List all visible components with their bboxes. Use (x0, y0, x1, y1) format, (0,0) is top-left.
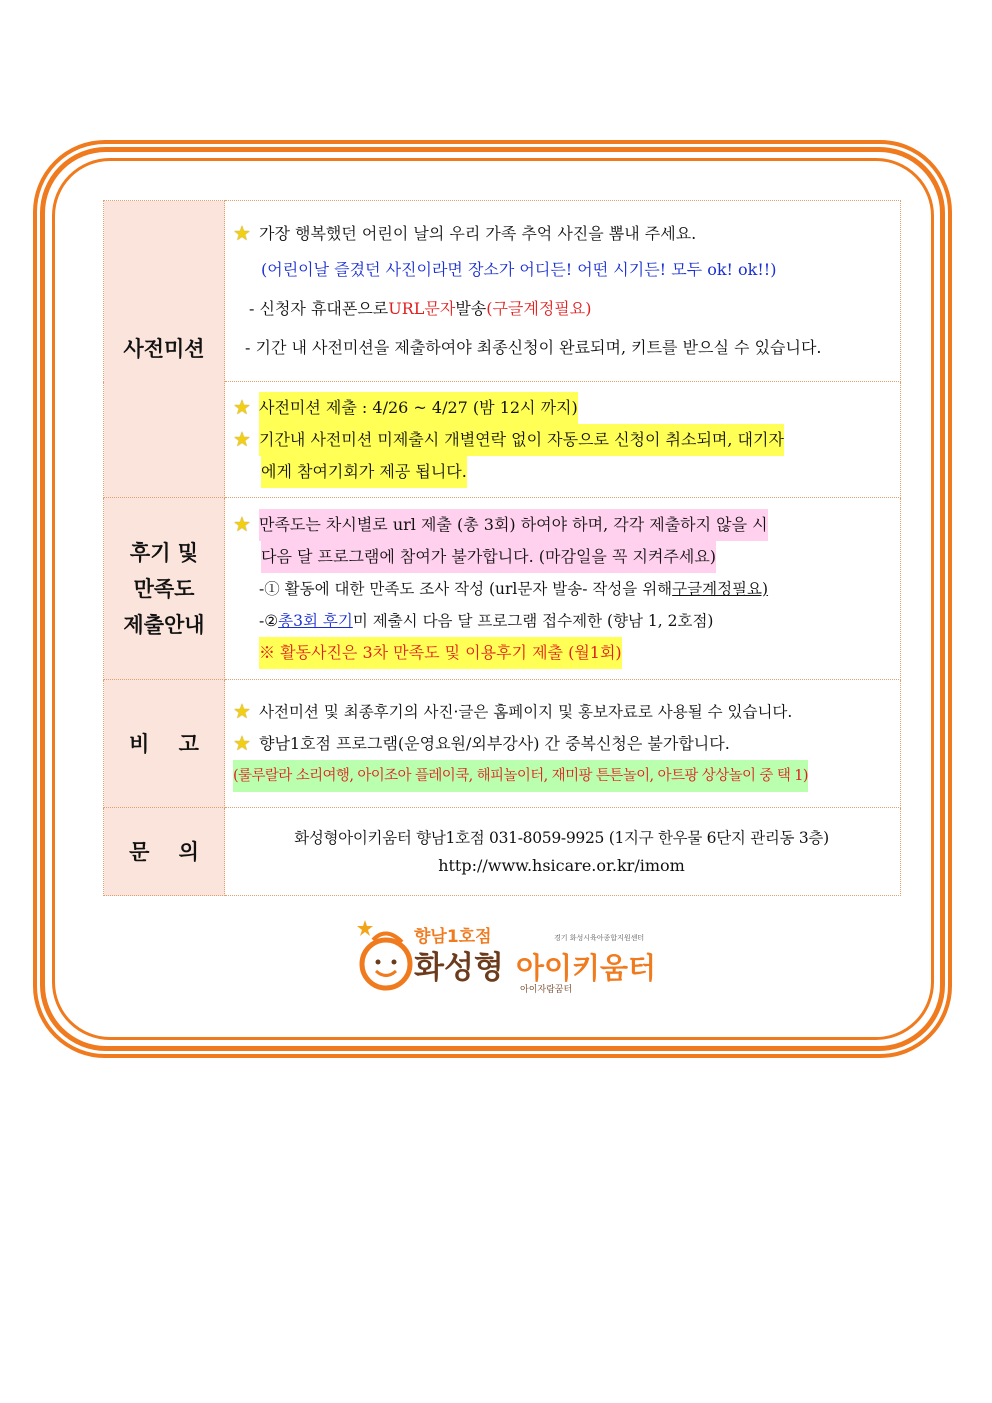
inquiry-content (225, 808, 901, 896)
info-table (103, 200, 901, 896)
list-item: - 기간 내 사전미션을 제출하여야 최종신청이 완료되며, 키트를 받으실 수 있습니다. (245, 338, 822, 357)
star-icon: ★ (233, 730, 251, 755)
hwaseong-ikiumteo-logo (356, 918, 686, 1000)
list-item: (룰루랄라 소리여행, 아이조아 플레이쿡, 해피놀이터, 재미팡 튼튼놀이, 아트팡 상상놀이 중 택 1) (233, 760, 890, 792)
list-item: ※ 활동사진은 3차 만족도 및 이용후기 제출 (월1회) (233, 637, 890, 669)
logo-tagline: 아이자람꿈터 (520, 985, 573, 995)
logo-star-icon (357, 920, 373, 936)
inquiry-header: 문 의 (104, 808, 225, 896)
star-icon: ★ (233, 698, 251, 723)
pre-mission-deadline-content (225, 382, 901, 498)
list-item: -② 총3회 후기 미 제출시 다음 달 프로그램 접수제한 (향남 1, 2호점) (259, 611, 714, 630)
website-link[interactable]: http://www.hsicare.or.kr/imom (438, 855, 685, 875)
logo-org-text: 경기 화성시육아종합지원센터 (554, 934, 645, 942)
inquiry-row (104, 808, 901, 896)
list-item: ★ 만족도는 차시별로 url 제출 (총 3회) 하여야 하며, 각각 제출하지 않을 시 (233, 509, 890, 541)
review-header: 후기 및 만족도 제출안내 (104, 498, 225, 680)
star-icon: ★ (233, 426, 251, 451)
list-item: ★ 향남1호점 프로그램(운영요원/외부강사) 간 중복신청은 불가합니다. (233, 728, 890, 760)
list-item: ★ 기간내 사전미션 미제출시 개별연락 없이 자동으로 신청이 취소되며, 대기자 (233, 424, 890, 456)
list-item: - 신청자 휴대폰으로 URL문자 발송 (구글계정필요) (249, 299, 592, 318)
list-item: 다음 달 프로그램에 참여가 불가합니다. (마감일을 꼭 지켜주세요) (233, 541, 890, 573)
star-icon: ★ (233, 394, 251, 419)
star-icon: ★ (233, 511, 251, 536)
contact-line: 화성형아이키움터 향남1호점 031-8059-9925 (1지구 한우물 6단지 관리동 3층) (294, 828, 829, 847)
list-item: (어린이날 즐겼던 사진이라면 장소가 어디든! 어떤 시기든! 모두 ok! ok!!) (261, 260, 777, 279)
remarks-row (104, 680, 901, 808)
remarks-header: 비 고 (104, 680, 225, 808)
review-content (225, 498, 901, 680)
star-icon: ★ (233, 221, 251, 245)
review-row (104, 498, 901, 680)
pre-mission-content (225, 201, 901, 382)
logo-branch-text: 향남1호점 (414, 927, 492, 947)
logo-face-icon (362, 940, 410, 988)
pre-mission-header (104, 201, 225, 498)
pre-mission-label: 사전미션 (123, 337, 205, 361)
pre-mission-row (104, 201, 901, 382)
list-item: ★ 사전미션 제출 : 4/26 ~ 4/27 (밤 12시 까지) (233, 392, 890, 424)
logo-name-a: 화성형 (414, 950, 504, 986)
logo-name-b: 아이키움터 (516, 951, 657, 985)
list-item: -① 활동에 대한 만족도 조사 작성 (url문자 발송- 작성을 위해 구글계정필요) (259, 579, 769, 598)
list-item: 에게 참여기회가 제공 됩니다. (233, 456, 890, 488)
list-item: ★ 가장 행복했던 어린이 날의 우리 가족 추억 사진을 뽐내 주세요. (233, 218, 890, 250)
list-item: ★ 사전미션 및 최종후기의 사진·글은 홈페이지 및 홍보자료로 사용될 수 있습니다. (233, 696, 890, 728)
remarks-content (225, 680, 901, 808)
